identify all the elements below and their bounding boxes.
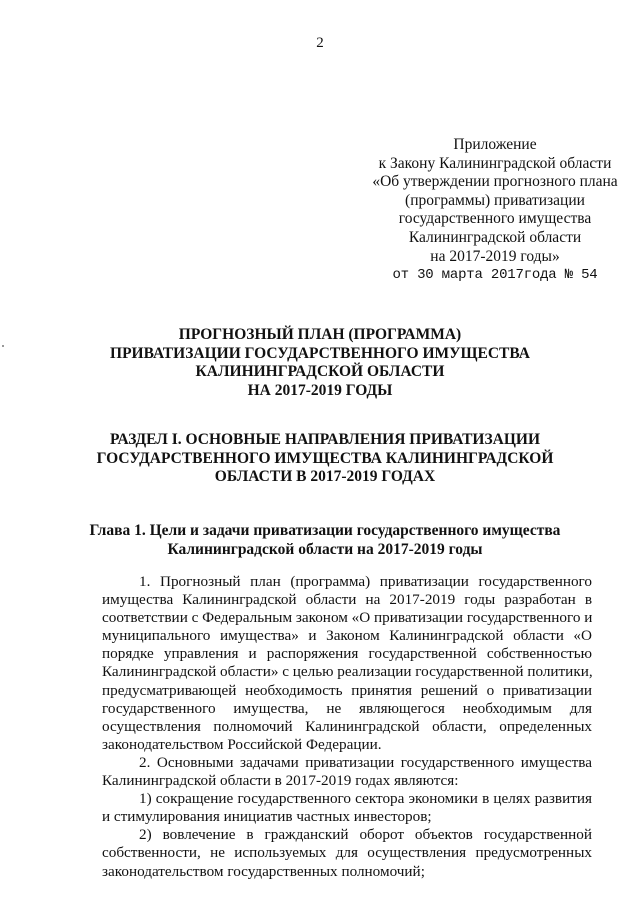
body-line: Калининградской области в 2017-2019 годах являются: [102, 772, 459, 790]
scan-speck [2, 345, 4, 347]
body-line: 1. Прогнозный план (программа) приватизации государственного [139, 573, 592, 590]
body-line: 2) вовлечение в гражданский оборот объектов государственной [139, 826, 592, 844]
title-line: ПРИВАТИЗАЦИИ ГОСУДАРСТВЕННОГО ИМУЩЕСТВА [110, 344, 530, 362]
appendix-line: «Об утверждении прогнозного плана [372, 173, 618, 191]
chapter-line: Калининградской области на 2017-2019 годы [167, 540, 483, 558]
section-heading [60, 431, 590, 487]
appendix-line: на 2017-2019 годы» [430, 247, 560, 265]
section-line: ОБЛАСТИ В 2017-2019 ГОДАХ [214, 468, 436, 485]
body-line: законодательством Российской Федерации. [102, 735, 382, 753]
body-line: осуществления полномочий Калининградской области, определенных [102, 717, 592, 735]
body-line: имущества Калининградской области на 2017-2019 годы разработан в [102, 591, 592, 609]
body-line: муниципального имущества» и Законом Калининградской области «О [102, 627, 592, 645]
appendix-line: Калининградской области [408, 228, 582, 246]
section-line: ГОСУДАРСТВЕННОГО ИМУЩЕСТВА КАЛИНИНГРАДСКОЙ [96, 449, 554, 467]
title-line: ПРОГНОЗНЫЙ ПЛАН (ПРОГРАММА) [178, 326, 462, 343]
chapter-line: Глава 1. Цели и задачи приватизации государственного имущества [89, 522, 561, 539]
document-title [60, 326, 580, 400]
appendix-line: (программы) приватизации [405, 191, 585, 209]
body-line: соответствии с Федеральным законом «О приватизации государственного и [102, 609, 593, 627]
body-line: 1) сокращение государственного сектора экономики в целях развития [139, 790, 592, 808]
body-line: и стимулирования инициатив частных инвесторов; [102, 808, 432, 826]
body-line: собственности, не используемых для осуществления предусмотренных [102, 844, 592, 862]
page-number: 2 [316, 35, 324, 51]
appendix-header [360, 136, 630, 285]
title-line: НА 2017-2019 ГОДЫ [247, 381, 393, 399]
appendix-line: к Закону Калининградской области [378, 154, 612, 172]
body-line: предусматривающей необходимость принятия решений о приватизации [102, 681, 592, 699]
body-line: государственного имущества, не являющегося необходимым для [102, 699, 592, 717]
section-line: РАЗДЕЛ I. ОСНОВНЫЕ НАПРАВЛЕНИЯ ПРИВАТИЗАЦИИ [109, 431, 541, 448]
chapter-heading [60, 522, 590, 559]
body-line: порядке управления и распоряжения государственной собственностью [102, 645, 592, 663]
body-line: законодательством государственных полномочий; [102, 862, 425, 880]
title-line: КАЛИНИНГРАДСКОЙ ОБЛАСТИ [195, 363, 445, 380]
appendix-date-line: от 30 марта 2017года № 54 [392, 267, 598, 284]
appendix-line: Приложение [453, 136, 537, 153]
body-text [102, 573, 592, 881]
body-line: Калининградской области» с целью реализации государственной политики, [102, 663, 593, 681]
appendix-line: государственного имущества [398, 210, 592, 228]
body-line: 2. Основными задачами приватизации государственного имущества [139, 753, 592, 771]
